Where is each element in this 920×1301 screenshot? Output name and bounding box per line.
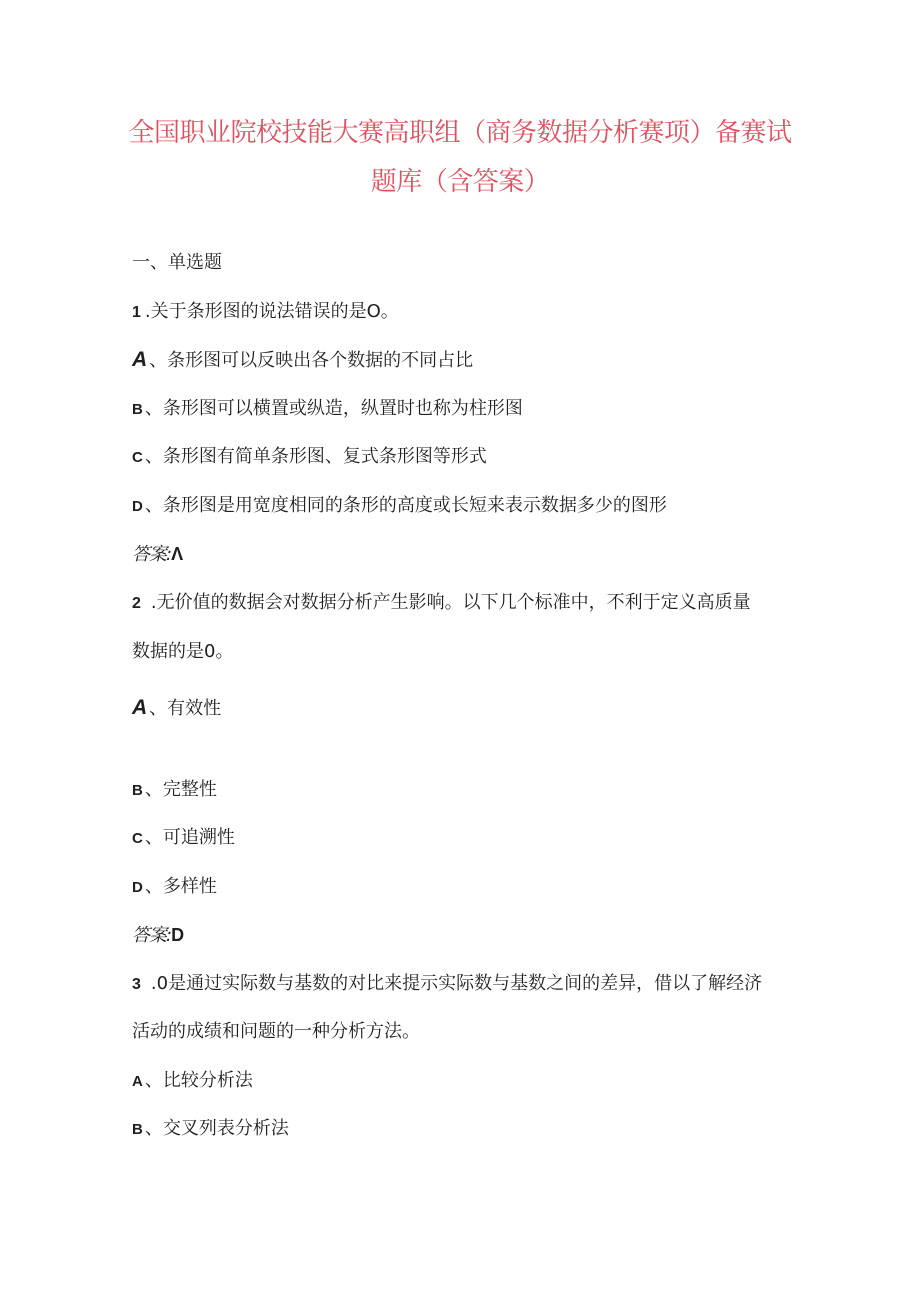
question-3-option-b	[132, 1118, 289, 1141]
option-letter: C	[132, 830, 143, 847]
question-2-option-d	[132, 876, 217, 899]
option-text: 多样性	[162, 876, 217, 897]
document-title-line-1: 全国职业院校技能大赛高职组（商务数据分析赛项）备赛试	[128, 118, 792, 148]
question-text: .关于条形图的说法错误的是O。	[144, 301, 399, 322]
answer-label: 答案:	[132, 925, 172, 946]
option-text: 条形图是用宽度相同的条形的高度或长短来表示数据多少的图形	[162, 495, 667, 516]
option-separator: 、	[144, 827, 163, 848]
question-text: .无价值的数据会对数据分析产生影响。以下几个标准中，不利于定义高质量	[150, 592, 751, 613]
option-separator: 、	[144, 398, 163, 419]
question-1-option-c	[132, 446, 487, 469]
option-letter: B	[132, 782, 143, 799]
option-text: 有效性	[167, 698, 222, 719]
question-2-option-c	[132, 827, 235, 850]
question-1-option-a	[132, 349, 473, 372]
section-heading: 一、单选题	[132, 252, 222, 273]
question-number: 1	[132, 304, 141, 321]
question-1-option-b	[132, 398, 523, 421]
option-text: 交叉列表分析法	[162, 1118, 289, 1139]
option-separator: 、	[149, 698, 168, 719]
question-2-stem-line-1	[132, 592, 751, 615]
document-title-line-2: 题库（含答案）	[370, 167, 550, 197]
question-1-answer	[132, 543, 182, 566]
option-letter: D	[132, 879, 143, 896]
option-letter: B	[132, 1121, 143, 1138]
option-separator: 、	[144, 1118, 163, 1139]
option-separator: 、	[144, 495, 163, 516]
question-3-stem-line-2: 活动的成绩和问题的一种分析方法。	[132, 1021, 420, 1042]
question-number: 2	[132, 595, 141, 612]
option-letter: A	[132, 696, 148, 719]
question-text: .0是通过实际数与基数的对比来提示实际数与基数之间的差异，借以了解经济	[150, 973, 763, 994]
question-3-stem-line-1	[132, 973, 762, 996]
option-letter: D	[132, 498, 143, 515]
question-2-option-a	[132, 697, 221, 720]
option-letter: A	[132, 348, 148, 371]
answer-value: Λ	[171, 544, 183, 564]
question-2-answer	[132, 924, 183, 947]
answer-label: 答案:	[132, 544, 172, 565]
answer-value: D	[171, 925, 184, 945]
option-separator: 、	[144, 876, 163, 897]
question-2-option-b	[132, 779, 217, 802]
option-separator: 、	[144, 1070, 163, 1091]
question-number: 3	[132, 976, 141, 993]
option-letter: A	[132, 1073, 143, 1090]
option-text: 条形图可以横置或纵造，纵置时也称为柱形图	[162, 398, 523, 419]
option-text: 完整性	[162, 779, 217, 800]
option-letter: B	[132, 401, 143, 418]
question-1-option-d	[132, 495, 667, 518]
question-1-stem	[132, 301, 399, 324]
question-3-option-a	[132, 1070, 253, 1093]
option-letter: C	[132, 449, 143, 466]
option-separator: 、	[144, 779, 163, 800]
option-separator: 、	[144, 446, 163, 467]
option-text: 比较分析法	[162, 1070, 253, 1091]
question-2-stem-line-2: 数据的是0。	[132, 641, 234, 662]
option-text: 条形图有简单条形图、复式条形图等形式	[162, 446, 487, 467]
option-separator: 、	[149, 350, 168, 371]
option-text: 条形图可以反映出各个数据的不同占比	[167, 350, 474, 371]
option-text: 可追溯性	[162, 827, 235, 848]
